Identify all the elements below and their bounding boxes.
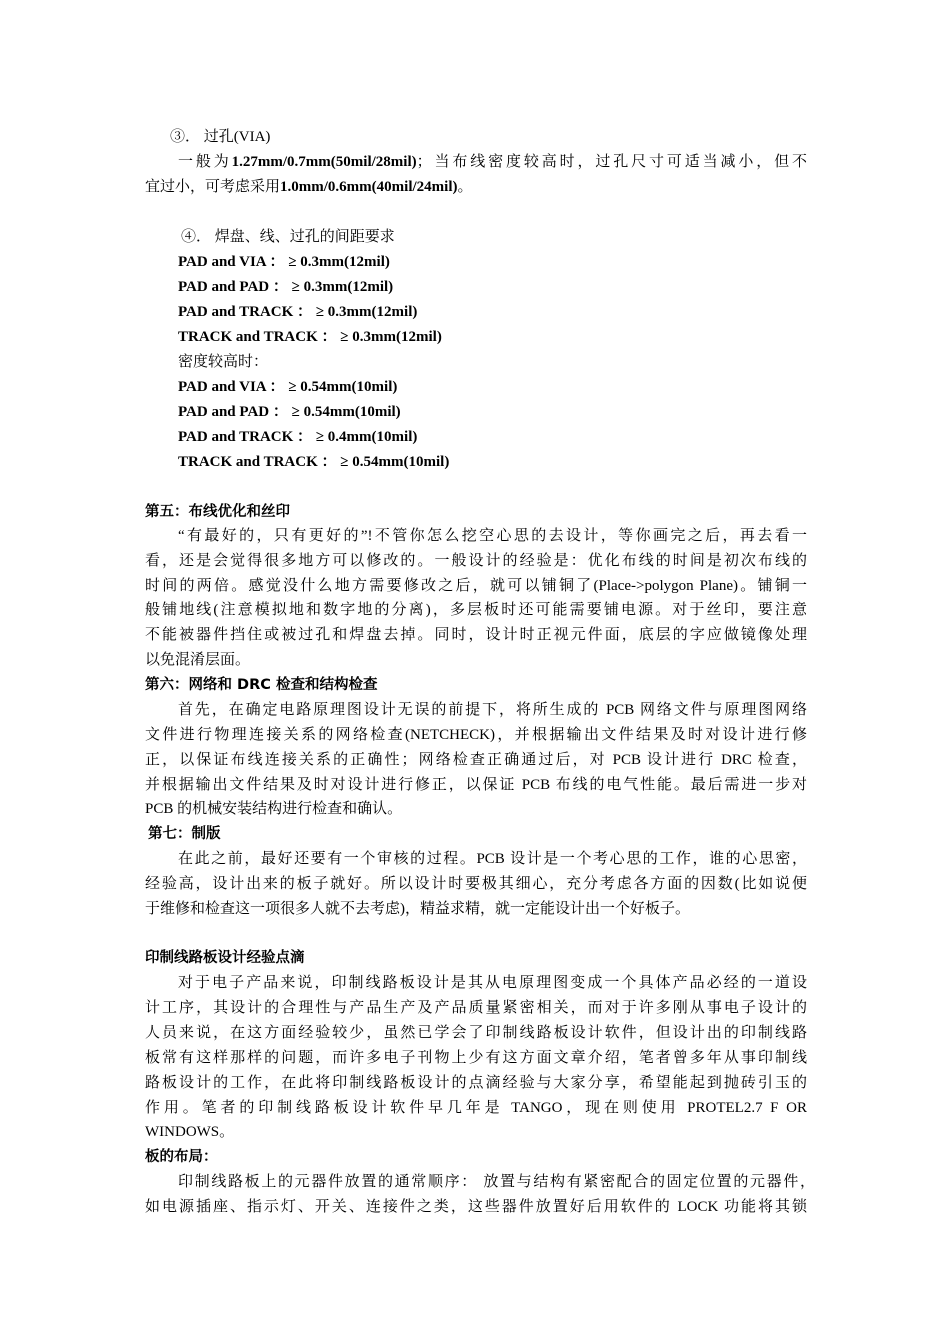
paragraph-line: PCB 的机械安装结构进行检查和确认。 <box>145 801 403 817</box>
paragraph-line: 作用。笔者的印制线路板设计软件早几年是 TANGO，现在则使用 PROTEL2.7 F OR <box>145 1100 807 1116</box>
section6-heading: 第六：网络和 DRC 检查和结构检查 <box>145 677 378 693</box>
paragraph-line: 板常有这样那样的问题，而许多电子刊物上少有这方面文章介绍，笔者曾多年从事印制线 <box>145 1050 807 1066</box>
spacing-row-dense: PAD and PAD ： ≥ 0.54mm(10mil) <box>178 404 401 420</box>
spacing-heading: ④． 焊盘、线、过孔的间距要求 <box>181 229 395 245</box>
spacing-row-dense: PAD and VIA ： ≥ 0.54mm(10mil) <box>178 379 398 395</box>
paragraph-line: 正，以保证布线连接关系的正确性；网络检查正确通过后，对 PCB 设计进行 DRC 检查， <box>145 752 807 768</box>
paragraph-line: 路板设计的工作，在此将印制线路板设计的点滴经验与大家分享，希望能起到抛砖引玉的 <box>145 1075 807 1091</box>
paragraph-line: 首先，在确定电路原理图设计无误的前提下，将所生成的 PCB 网络文件与原理图网络 <box>178 702 807 718</box>
spacing-row: TRACK and TRACK ： ≥ 0.3mm(12mil) <box>178 329 442 345</box>
spacing-row: PAD and VIA ： ≥ 0.3mm(12mil) <box>178 254 390 270</box>
paragraph-line: 计工序，其设计的合理性与产品生产及产品质量紧密相关，而对于许多刚从事电子设计的 <box>145 1000 807 1016</box>
paragraph-line: 不能被器件挡住或被过孔和焊盘去掉。同时，设计时正视元件面，底层的字应做镜像处理 <box>145 627 807 643</box>
via-line-2: 宜过小，可考虑采用1.0mm/0.6mm(40mil/24mil)。 <box>145 179 473 195</box>
paragraph-line: “有最好的，只有更好的”!不管你怎么挖空心思的去设计，等你画完之后，再去看一 <box>178 528 807 544</box>
via-heading: ③． 过孔(VIA) <box>170 129 271 145</box>
paragraph-line: 看，还是会觉得很多地方可以修改的。一般设计的经验是：优化布线的时间是初次布线的 <box>145 553 807 569</box>
paragraph-line: 于维修和检查这一项很多人就不去考虑)，精益求精，就一定能设计出一个好板子。 <box>145 901 690 917</box>
paragraph-line: 以免混淆层面。 <box>145 652 251 668</box>
paragraph-line: 文件进行物理连接关系的网络检查(NETCHECK)，并根据输出文件结果及时对设计进行修 <box>145 727 807 743</box>
spacing-row: PAD and PAD ： ≥ 0.3mm(12mil) <box>178 279 394 295</box>
paragraph-line: 时间的两倍。感觉没什么地方需要修改之后，就可以铺铜了(Place->polygon Plane)。铺铜一 <box>145 578 807 594</box>
paragraph-line: 经验高，设计出来的板子就好。所以设计时要极其细心，充分考虑各方面的因数(比如说便 <box>145 876 807 892</box>
spacing-row-dense: PAD and TRACK ： ≥ 0.4mm(10mil) <box>178 429 418 445</box>
paragraph-line: WINDOWS。 <box>145 1124 235 1140</box>
section7-heading: 第七：制版 <box>148 826 221 842</box>
experience-heading: 印制线路板设计经验点滴 <box>145 950 305 966</box>
board-layout-heading: 板的布局： <box>145 1149 218 1165</box>
via-line-1: 一般为1.27mm/0.7mm(50mil/28mil)；当布线密度较高时，过孔尺寸可适当减小，但不 <box>178 154 807 170</box>
paragraph-line: 在此之前，最好还要有一个审核的过程。PCB 设计是一个考心思的工作，谁的心思密， <box>178 851 807 867</box>
spacing-row-dense: TRACK and TRACK ： ≥ 0.54mm(10mil) <box>178 454 450 470</box>
section5-heading: 第五：布线优化和丝印 <box>145 504 290 520</box>
dense-label: 密度较高时： <box>178 354 269 370</box>
paragraph-line: 般铺地线(注意模拟地和数字地的分离)，多层板时还可能需要铺电源。对于丝印，要注意 <box>145 602 807 618</box>
paragraph-line: 人员来说，在这方面经验较少，虽然已学会了印制线路板设计软件，但设计出的印制线路 <box>145 1025 807 1041</box>
paragraph-line: 对于电子产品来说，印制线路板设计是其从电原理图变成一个具体产品必经的一道设 <box>178 975 807 991</box>
paragraph-line: 如电源插座、指示灯、开关、连接件之类，这些器件放置好后用软件的 LOCK 功能将其锁 <box>145 1199 807 1215</box>
paragraph-line: 并根据输出文件结果及时对设计进行修正，以保证 PCB 布线的电气性能。最后需进一步对 <box>145 777 807 793</box>
spacing-row: PAD and TRACK ： ≥ 0.3mm(12mil) <box>178 304 418 320</box>
paragraph-line: 印制线路板上的元器件放置的通常顺序： 放置与结构有紧密配合的固定位置的元器件， <box>178 1174 815 1190</box>
